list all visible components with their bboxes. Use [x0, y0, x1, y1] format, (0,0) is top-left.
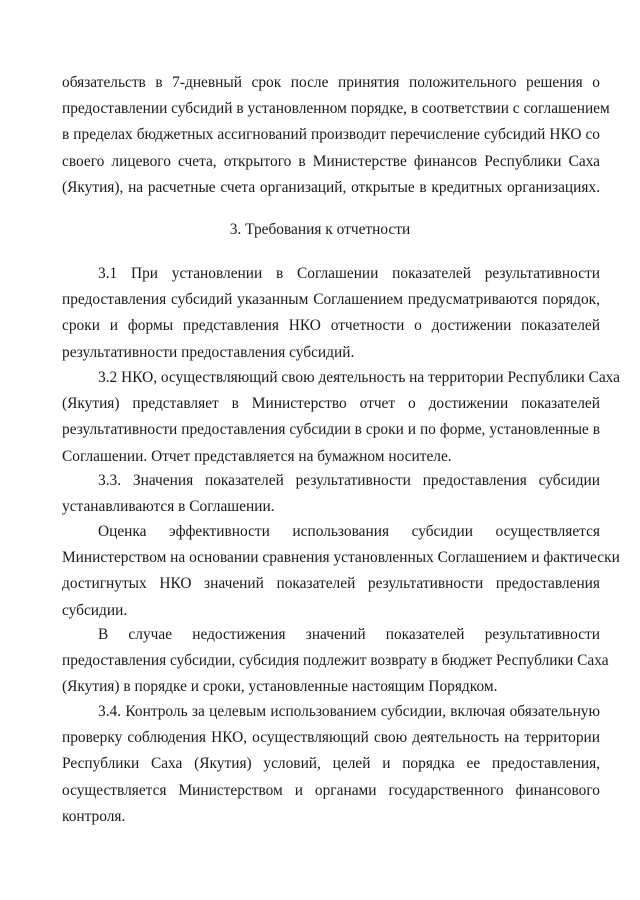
paragraph-evaluation: [62, 519, 620, 624]
text-line: 3.4. Контроль за целевым использованием субсидии, включая обязательную: [98, 703, 600, 720]
text-line: 3.3. Значения показателей результативности предоставления субсидии: [98, 472, 600, 489]
text-line: (Якутия) в порядке и сроки, установленные настоящим Порядком.: [62, 678, 498, 696]
text-line: достигнутых НКО значений показателей результативности предоставления: [62, 575, 600, 593]
text-line: устанавливаются в Соглашении.: [62, 498, 275, 516]
text-line: субсидии.: [62, 601, 128, 619]
text-line: результативности предоставления субсидий.: [62, 343, 355, 361]
paragraph-3-1: [62, 261, 600, 366]
paragraph-3-2: [62, 365, 620, 470]
text-line: предоставления субсидии, субсидия подлежит возврату в бюджет Республики Саха: [62, 652, 609, 670]
text-line: 3.1 При установлении в Соглашении показателей результативности: [98, 265, 600, 282]
text-line: предоставления субсидий указанным Соглашением предусматриваются порядок,: [62, 291, 600, 309]
text-line: Республики Саха (Якутия) условий, целей и порядка ее предоставления,: [62, 755, 600, 773]
text-line: результативности предоставления субсидии в сроки и по форме, установленные в: [62, 421, 600, 439]
paragraph-3-3: [62, 468, 600, 520]
text-line: Соглашении. Отчет представляется на бумажном носителе.: [62, 447, 452, 465]
intro-paragraph: [62, 70, 610, 201]
paragraph-3-4: [62, 699, 600, 830]
section-title: 3. Требования к отчетности: [229, 221, 411, 238]
text-line: 3.2 НКО, осуществляющий свою деятельность на территории Республики Саха: [98, 369, 620, 386]
paragraph-non-achievement: [62, 622, 609, 701]
text-line: в пределах бюджетных ассигнований производит перечисление субсидий НКО со: [62, 126, 600, 144]
text-line: (Якутия), на расчетные счета организаций, открытые в кредитных организациях.: [62, 178, 600, 196]
text-line: Оценка эффективности использования субсидии осуществляется: [98, 523, 600, 540]
text-line: контроля.: [62, 807, 126, 825]
text-line: проверку соблюдения НКО, осуществляющий свою деятельность на территории: [62, 729, 600, 747]
text-line: Министерством на основании сравнения установленных Соглашением и фактически: [62, 549, 620, 567]
text-line: обязательств в 7-дневный срок после принятия положительного решения о: [62, 74, 600, 91]
text-line: осуществляется Министерством и органами государственного финансового: [62, 781, 600, 799]
text-line: своего лицевого счета, открытого в Министерстве финансов Республики Саха: [62, 152, 600, 170]
text-line: (Якутия) представляет в Министерство отчет о достижении показателей: [62, 395, 600, 413]
text-line: В случае недостижения значений показателей результативности: [98, 626, 600, 643]
text-line: предоставлении субсидий в установленном порядке, в соответствии с соглашением: [62, 100, 610, 118]
text-line: сроки и формы представления НКО отчетности о достижении показателей: [62, 317, 600, 335]
